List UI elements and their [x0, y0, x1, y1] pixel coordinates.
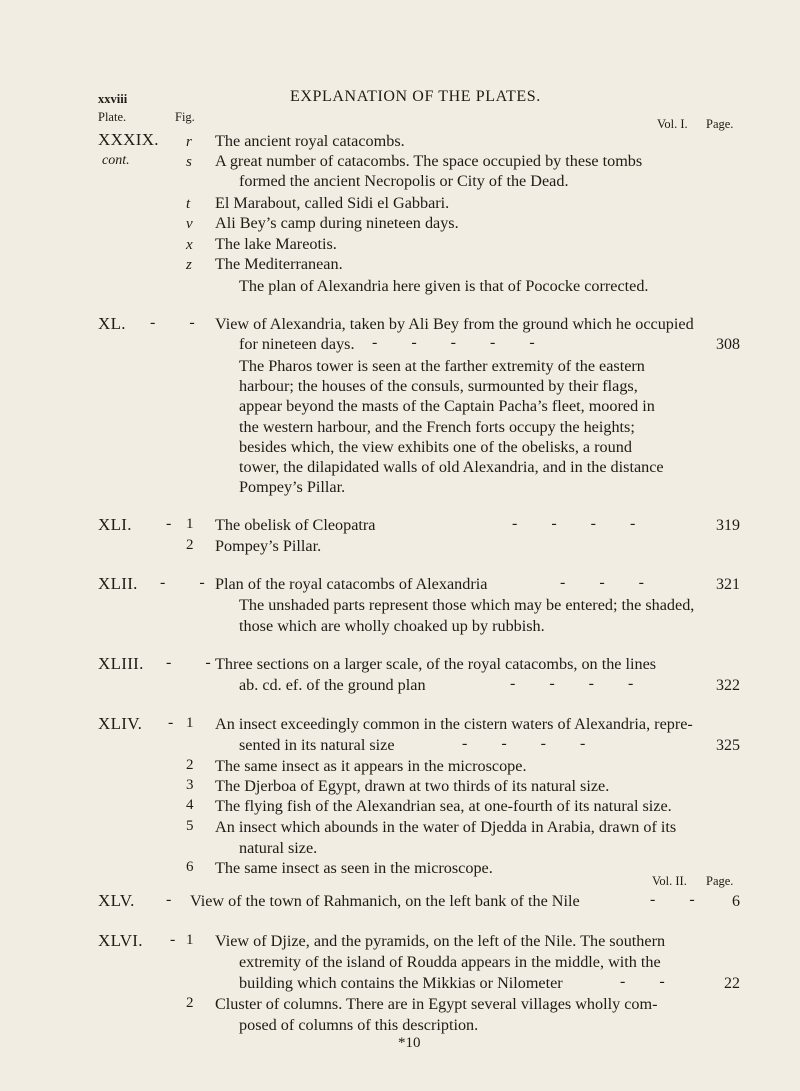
leader-dashes: - - - - [510, 675, 634, 692]
fig-label: 1 [186, 516, 194, 532]
entry-text: The unshaded parts represent those which may be entered; the shaded, [239, 596, 695, 614]
page-ref: 6 [732, 893, 740, 910]
leader-dash: - [170, 931, 176, 948]
leader-dashes: - - - - [512, 515, 636, 532]
plate-continued: cont. [102, 153, 130, 168]
entry-text: posed of columns of this description. [239, 1016, 479, 1034]
entry-text: An insect which abounds in the water of Djedda in Arabia, drawn of its [215, 818, 677, 836]
leader-dashes: - - [166, 654, 211, 671]
entry-text: A great number of catacombs. The space occupied by these tombs [215, 152, 643, 170]
page-ref: 321 [716, 576, 740, 593]
entry-text: The same insect as seen in the microscope. [215, 859, 493, 877]
col-heading-fig: Fig. [175, 110, 195, 124]
fig-label: 2 [186, 757, 194, 773]
entry-text: for nineteen days. [239, 335, 355, 353]
fig-label: 2 [186, 537, 194, 553]
entry-text: View of Djize, and the pyramids, on the left of the Nile. The southern [215, 932, 666, 950]
leader-dashes: - - - - - [372, 334, 535, 351]
page-ref: 325 [716, 737, 740, 754]
entry-text: building which contains the Mikkias or Nilometer [239, 974, 563, 992]
entry-text: Pompey’s Pillar. [215, 537, 322, 555]
entry-text: View of Alexandria, taken by Ali Bey from the ground which he occupied [215, 315, 694, 333]
entry-text: The ancient royal catacombs. [215, 132, 405, 150]
leader-dashes: - - - - [462, 735, 586, 752]
entry-text: tower, the dilapidated walls of old Alexandria, and in the distance [239, 458, 664, 476]
entry-text: The Pharos tower is seen at the farther extremity of the eastern [239, 357, 645, 375]
entry-text: harbour; the houses of the consuls, surmounted by their flags, [239, 377, 638, 395]
page-number: xxviii [98, 92, 128, 106]
signature-mark: *10 [398, 1035, 421, 1051]
plate-label: XLII. [98, 574, 138, 593]
entry-text: Ali Bey’s camp during nineteen days. [215, 214, 459, 232]
entry-text: the western harbour, and the French forts occupy the heights; [239, 418, 635, 436]
entry-text: An insect exceedingly common in the cistern waters of Alexandria, repre- [215, 715, 693, 733]
entry-text: The same insect as it appears in the microscope. [215, 757, 527, 775]
page-ref: 308 [716, 336, 740, 353]
leader-dash: - [166, 515, 172, 532]
leader-dash: - [168, 714, 174, 731]
entry-text: formed the ancient Necropolis or City of the Dead. [239, 172, 569, 190]
entry-note: The plan of Alexandria here given is that of Pococke corrected. [239, 277, 649, 295]
entry-text: The Djerboa of Egypt, drawn at two thirds of its natural size. [215, 777, 610, 795]
fig-label: 6 [186, 859, 194, 875]
entry-text: appear beyond the masts of the Captain Pacha’s fleet, moored in [239, 397, 655, 415]
running-title: EXPLANATION OF THE PLATES. [290, 88, 541, 105]
volume-label: Vol. II. [652, 874, 687, 888]
fig-label: v [186, 216, 193, 232]
entry-text: El Marabout, called Sidi el Gabbari. [215, 194, 450, 212]
plate-label: XLVI. [98, 931, 143, 950]
entry-text: The obelisk of Cleopatra [215, 516, 376, 534]
plate-label: XL. [98, 314, 126, 333]
page-ref: 22 [724, 975, 740, 992]
entry-text: extremity of the island of Roudda appears in the middle, with the [239, 953, 661, 971]
fig-label: 4 [186, 797, 194, 813]
col-heading-plate: Plate. [98, 110, 127, 124]
entry-text: natural size. [239, 839, 318, 857]
entry-text: Three sections on a larger scale, of the royal catacombs, on the lines [215, 655, 657, 673]
volume-label: Vol. I. [657, 117, 688, 131]
leader-dashes: - - [160, 574, 205, 591]
entry-text: sented in its natural size [239, 736, 395, 754]
entry-text: View of the town of Rahmanich, on the left bank of the Nile [190, 892, 580, 910]
fig-label: 1 [186, 715, 194, 731]
col-heading-page: Page. [706, 117, 734, 131]
leader-dashes: - - [650, 891, 695, 908]
plate-label: XLIV. [98, 714, 143, 733]
page-ref: 319 [716, 517, 740, 534]
fig-label: z [186, 257, 192, 273]
fig-label: 1 [186, 932, 194, 948]
entry-text: besides which, the view exhibits one of the obelisks, a round [239, 438, 632, 456]
plate-label: XLI. [98, 515, 132, 534]
plate-label: XXXIX. [98, 130, 159, 149]
entry-text: ab. cd. ef. of the ground plan [239, 676, 426, 694]
col-heading-page: Page. [706, 874, 734, 888]
plate-label: XLV. [98, 891, 135, 910]
fig-label: x [186, 237, 193, 253]
entry-text: Cluster of columns. There are in Egypt several villages wholly com- [215, 995, 658, 1013]
entry-text: those which are wholly choaked up by rubbish. [239, 617, 545, 635]
fig-label: r [186, 134, 192, 150]
leader-dashes: - - [620, 973, 665, 990]
fig-label: 3 [186, 777, 194, 793]
leader-dash: - [166, 891, 172, 908]
fig-label: t [186, 196, 191, 212]
leader-dashes: - - [150, 314, 195, 331]
entry-text: The lake Mareotis. [215, 235, 337, 253]
leader-dashes: - - - [560, 574, 644, 591]
entry-text: The Mediterranean. [215, 255, 343, 273]
fig-label: 5 [186, 818, 194, 834]
entry-text: Pompey’s Pillar. [239, 478, 346, 496]
plate-label: XLIII. [98, 654, 144, 673]
fig-label: 2 [186, 995, 194, 1011]
entry-text: The flying fish of the Alexandrian sea, at one-fourth of its natural size. [215, 797, 672, 815]
page-ref: 322 [716, 677, 740, 694]
fig-label: s [186, 154, 192, 170]
entry-text: Plan of the royal catacombs of Alexandria [215, 575, 488, 593]
